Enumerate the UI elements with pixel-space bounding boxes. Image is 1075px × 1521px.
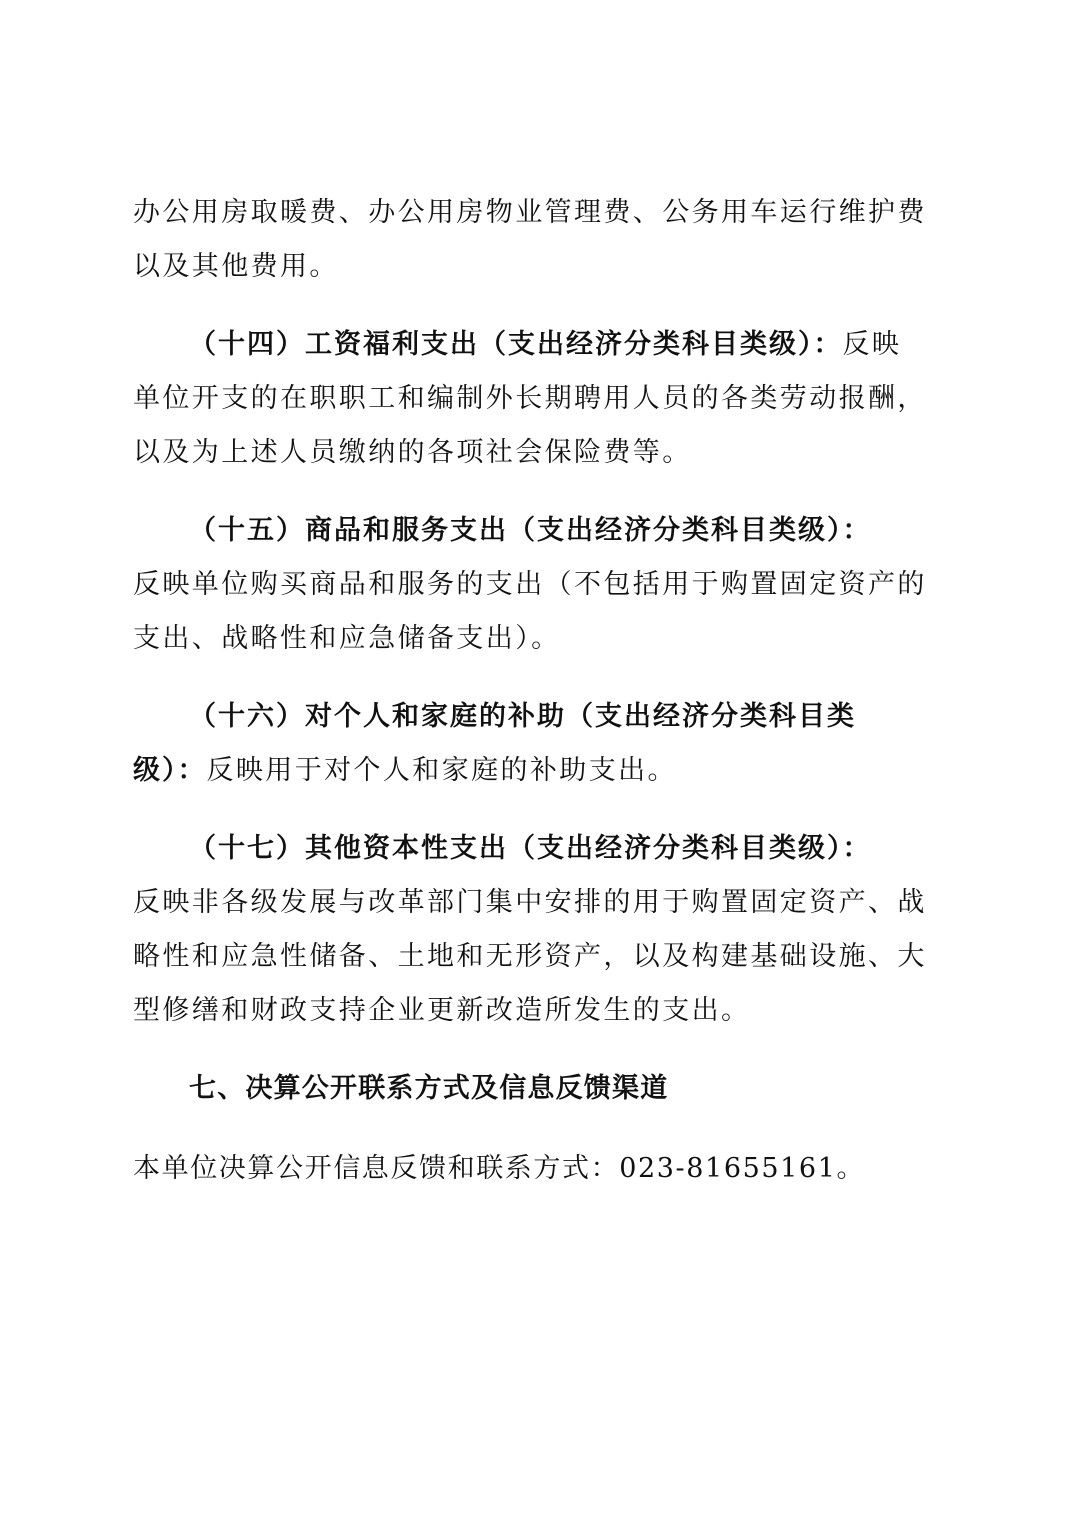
item17-title: （十七）其他资本性支出（支出经济分类科目类级）： xyxy=(189,833,872,864)
item14-body-start: 反映 xyxy=(842,329,902,360)
item14-line-2: 单位开支的在职职工和编制外长期聘用人员的各类劳动报酬， xyxy=(133,383,927,414)
item17-line-4: 型修缮和财政支持企业更新改造所发生的支出。 xyxy=(133,995,751,1026)
intro-line-1: 办公用房取暖费、办公用房物业管理费、公务用车运行维护费 xyxy=(133,197,927,228)
item15-line-3: 支出、战略性和应急储备支出）。 xyxy=(133,623,561,654)
item14-line-3: 以及为上述人员缴纳的各项社会保险费等。 xyxy=(133,437,692,468)
item17-line-2: 反映非各级发展与改革部门集中安排的用于购置固定资产、战 xyxy=(133,887,927,918)
item16-body: 反映用于对个人和家庭的补助支出。 xyxy=(206,755,677,786)
item17-line-3: 略性和应急性储备、土地和无形资产，以及构建基础设施、大 xyxy=(133,941,927,972)
item16-title-tail: 级）： xyxy=(133,755,207,786)
item15-line-2: 反映单位购买商品和服务的支出（不包括用于购置固定资产的 xyxy=(133,569,927,600)
item15-title: （十五）商品和服务支出（支出经济分类科目类级）： xyxy=(189,515,872,546)
item16-line-2 xyxy=(133,753,933,789)
intro-line-2: 以及其他费用。 xyxy=(133,251,339,282)
item16-title: （十六）对个人和家庭的补助（支出经济分类科目类 xyxy=(189,701,856,732)
section7-heading: 七、决算公开联系方式及信息反馈渠道 xyxy=(189,1073,669,1104)
section7-contact: 本单位决算公开信息反馈和联系方式：023-81655161。 xyxy=(133,1153,866,1184)
item14-line-1 xyxy=(189,327,989,363)
item14-title: （十四）工资福利支出（支出经济分类科目类级）： xyxy=(189,329,843,360)
